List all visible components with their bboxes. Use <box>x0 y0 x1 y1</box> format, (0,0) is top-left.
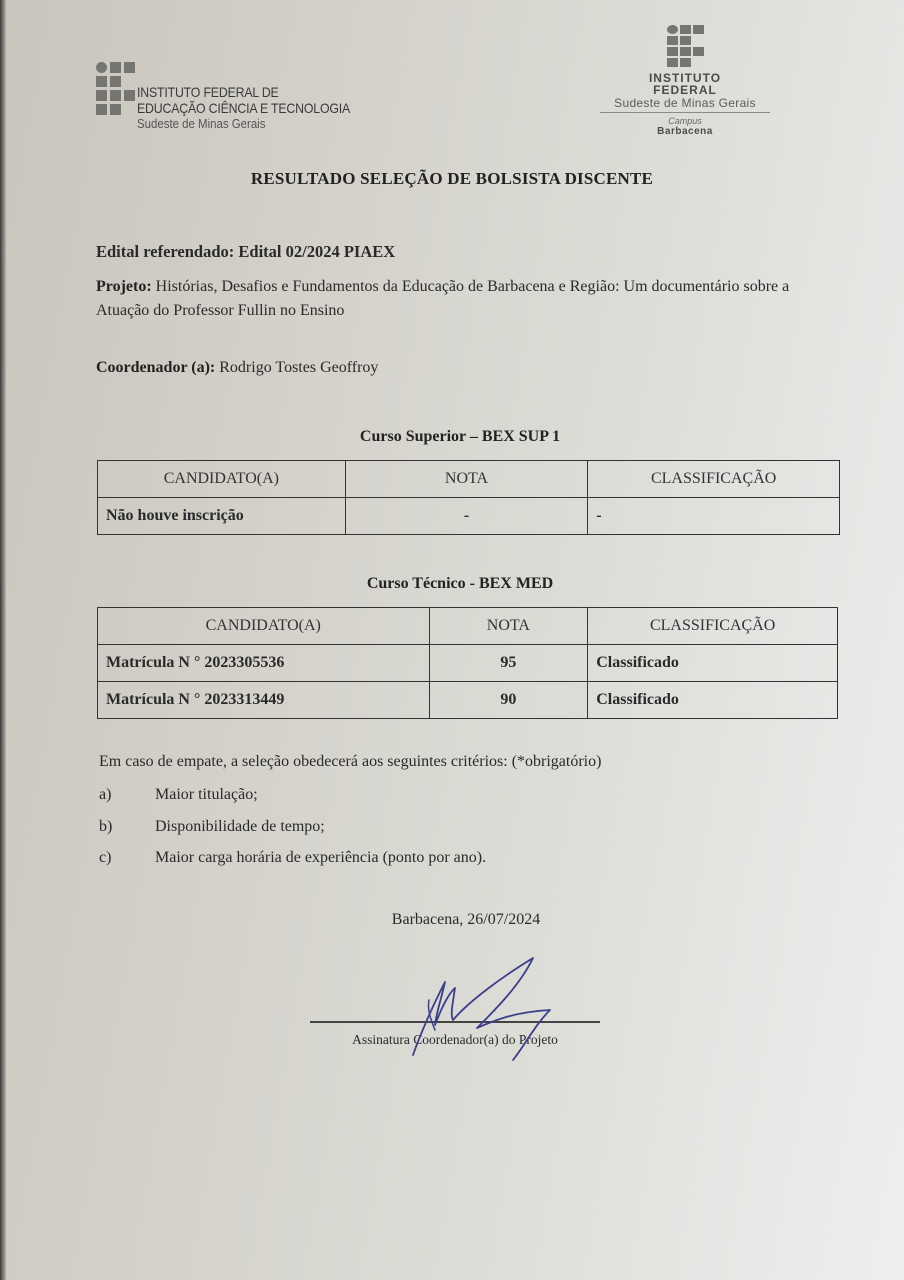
criteria-item <box>99 849 486 867</box>
if-logo-icon <box>96 62 135 115</box>
cell-classificacao: Classificado <box>588 682 838 719</box>
campus-name: Barbacena <box>657 126 713 137</box>
logo-left-line1: INSTITUTO FEDERAL DE <box>137 84 279 100</box>
header-nota: NOTA <box>345 461 588 498</box>
place-date: Barbacena, 26/07/2024 <box>391 911 541 928</box>
coordenador-value: Rodrigo Tostes Geoffroy <box>219 359 379 376</box>
criteria-text: Maior carga horária de experiência (ponto por ano). <box>155 849 487 866</box>
section-title-superior: Curso Superior – BEX SUP 1 <box>359 428 561 445</box>
criteria-item <box>99 786 258 804</box>
projeto-value: Histórias, Desafios e Fundamentos da Educação de Barbacena e Região: Um documentário sobre a Atuação do Professor Fullin no Ensino <box>96 278 790 319</box>
header-candidato: CANDIDATO(A) <box>98 461 346 498</box>
results-table-superior <box>97 460 840 535</box>
projeto-line <box>96 275 796 323</box>
edital-line <box>96 240 395 264</box>
coordenador-label: Coordenador (a): <box>96 359 216 376</box>
criteria-text: Disponibilidade de tempo; <box>155 818 325 835</box>
photo-edge <box>0 0 6 1280</box>
logo-right-line1: INSTITUTO <box>648 71 722 85</box>
table-header-row <box>98 608 838 645</box>
criteria-letter: b) <box>99 818 113 835</box>
cell-classificacao: Classificado <box>588 645 838 682</box>
logo-left-line2: EDUCAÇÃO CIÊNCIA E TECNOLOGIA <box>137 100 351 116</box>
coordenador-line <box>96 356 378 380</box>
edital-value: Edital 02/2024 PIAEX <box>238 242 396 261</box>
section-title-tecnico: Curso Técnico - BEX MED <box>366 575 554 592</box>
cell-nota: 95 <box>429 645 588 682</box>
criteria-item <box>99 818 325 836</box>
criteria-text: Maior titulação; <box>155 786 258 803</box>
criteria-letter: c) <box>99 849 112 866</box>
results-table-tecnico <box>97 607 838 719</box>
logo-right-line3: Sudeste de Minas Gerais <box>614 96 756 110</box>
cell-candidato: Não houve inscrição <box>98 498 346 535</box>
logo-right-line2: FEDERAL <box>653 83 717 97</box>
handwritten-signature-icon <box>395 950 575 1065</box>
edital-label: Edital referendado: <box>96 242 235 261</box>
table-header-row <box>98 461 840 498</box>
cell-nota: - <box>345 498 588 535</box>
cell-classificacao: - <box>588 498 840 535</box>
table-row <box>98 498 840 535</box>
logo-left-line3: Sudeste de Minas Gerais <box>137 116 266 131</box>
cell-nota: 90 <box>429 682 588 719</box>
institution-logo-left <box>96 62 379 132</box>
signature-label: Assinatura Coordenador(a) do Projeto <box>352 1032 558 1047</box>
projeto-label: Projeto: <box>96 278 152 295</box>
header-candidato: CANDIDATO(A) <box>98 608 430 645</box>
table-row <box>98 645 838 682</box>
header-classificacao: CLASSIFICAÇÃO <box>588 461 840 498</box>
header-nota: NOTA <box>429 608 588 645</box>
campus-label: Campus <box>668 116 702 126</box>
header-classificacao: CLASSIFICAÇÃO <box>588 608 838 645</box>
if-logo-icon <box>667 25 704 67</box>
table-row <box>98 682 838 719</box>
logo-divider <box>600 112 770 113</box>
criteria-letter: a) <box>99 786 112 803</box>
cell-candidato: Matrícula N ° 2023305536 <box>98 645 430 682</box>
cell-candidato: Matrícula N ° 2023313449 <box>98 682 430 719</box>
criteria-intro: Em caso de empate, a seleção obedecerá aos seguintes critérios: (*obrigatório) <box>99 753 602 770</box>
institution-logo-right <box>600 25 770 138</box>
document-title: RESULTADO SELEÇÃO DE BOLSISTA DISCENTE <box>250 169 654 188</box>
